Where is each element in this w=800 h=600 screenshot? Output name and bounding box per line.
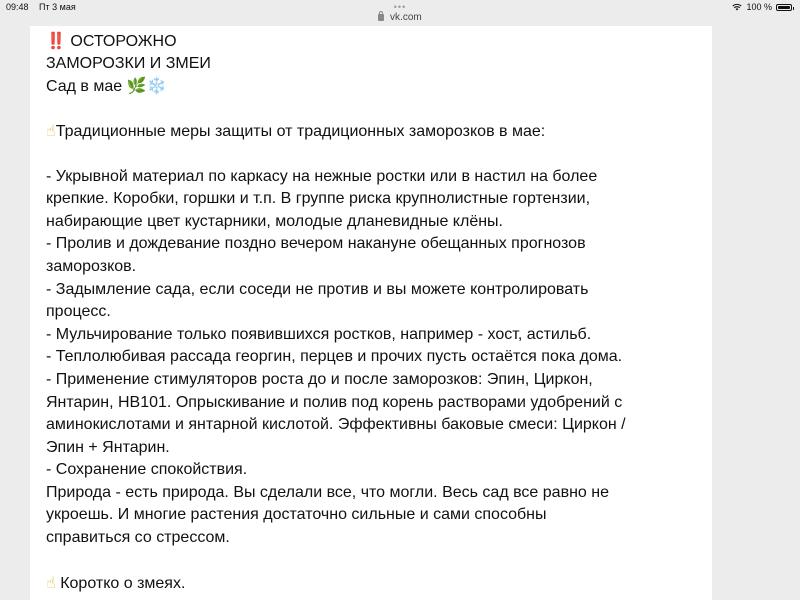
post-title-garden	[46, 75, 706, 98]
blank-line	[46, 550, 706, 573]
post-body-line: крепкие. Коробки, горшки и т.п. В группе риска крупнолистные гортензии,	[46, 190, 591, 208]
herb-icon: 🌿	[126, 76, 147, 96]
pointing-up-icon: ☝	[46, 121, 56, 141]
post-body-line: Эпин + Янтарин.	[46, 438, 170, 456]
battery-percent: 100 %	[746, 2, 772, 12]
post-body-line: набирающие цвет кустарники, молодые дланевидные клёны.	[46, 212, 503, 230]
post-text	[46, 30, 706, 595]
status-date: Пт 3 мая	[39, 2, 76, 12]
post-body-line: аминокислотами и янтарной кислотой. Эффективны баковые смеси: Циркон /	[46, 416, 626, 434]
blank-line	[46, 143, 706, 166]
post-intro: Традиционные меры защиты от традиционных заморозков в мае:	[55, 123, 546, 141]
post-body-line: - Теплолюбивая рассада георгин, перцев и прочих пусть остаётся пока дома.	[46, 348, 623, 366]
post-body-line: - Задымление сада, если соседи не против и вы можете контролировать	[46, 280, 589, 298]
address-bar[interactable]	[0, 12, 800, 23]
post-title-subline: ЗАМОРОЗКИ И ЗМЕИ	[46, 54, 211, 72]
address-url[interactable]: vk.com	[390, 12, 422, 23]
post-body-line: заморозков.	[46, 257, 137, 275]
lock-icon	[378, 14, 384, 21]
post-body-line: укроешь. И многие растения достаточно сильные и сами способны	[46, 506, 547, 524]
post-snakes-line	[46, 572, 706, 595]
multitask-dots-icon[interactable]: •••	[393, 2, 407, 12]
post-body-line: - Применение стимуляторов роста до и после заморозков: Эпин, Циркон,	[46, 370, 593, 388]
status-time: 09:48	[6, 2, 29, 12]
post-body-line: - Сохранение спокойствия.	[46, 461, 248, 479]
pointing-up-icon: ☝	[46, 573, 56, 593]
post-body-line: - Укрывной материал по каркасу на нежные ростки или в настил на более	[46, 167, 598, 185]
status-right	[732, 2, 792, 12]
post-body-line: Природа - есть природа. Вы сделали все, что могли. Весь сад все равно не	[46, 483, 609, 501]
post-body-line: - Пролив и дождевание поздно вечером накануне обещанных прогнозов	[46, 235, 586, 253]
wifi-icon	[732, 3, 742, 11]
post-snakes-heading: Коротко о змеях.	[60, 575, 186, 593]
blank-line	[46, 98, 706, 121]
post-title-line	[46, 30, 706, 53]
post-title-warning: ОСТОРОЖНО	[70, 33, 177, 50]
post-body-line: - Мульчирование только появившихся ростков, например - хост, астильб.	[46, 325, 592, 343]
post-title-garden-text: Сад в мае	[46, 78, 123, 96]
post-body-line: Янтарин, НВ101. Опрыскивание и полив под корень растворами удобрений с	[46, 393, 623, 411]
battery-icon	[776, 4, 792, 11]
snowflake-icon: ❄️	[146, 76, 167, 96]
post-body-line: процесс.	[46, 303, 111, 321]
post-card	[30, 26, 712, 600]
double-exclamation-icon: ‼️	[46, 31, 66, 50]
post-intro-line	[46, 120, 706, 143]
post-body-line: справиться со стрессом.	[46, 529, 230, 547]
post-body	[46, 166, 706, 550]
